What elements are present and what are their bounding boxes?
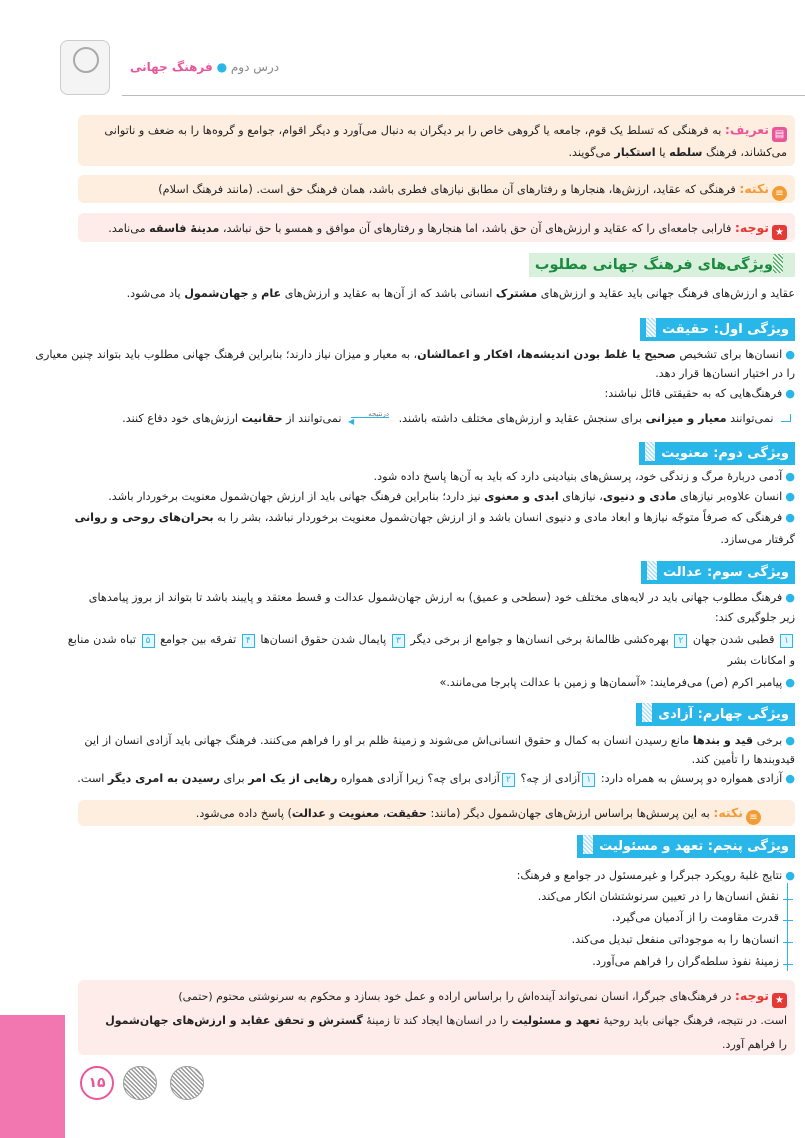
text-segment: فرهنگ‌هایی که به حقیقتی قائل نباشند: [604, 387, 783, 400]
warning-line [86, 984, 787, 1009]
heading-text: ویژگی سوم: عدالت [663, 565, 789, 580]
consequence-item: تباه شدن منابع [67, 633, 140, 646]
list-item [78, 588, 795, 608]
note-box [78, 175, 795, 203]
number-badge: ۱ [582, 773, 595, 787]
item-text [35, 348, 782, 361]
item-text [517, 869, 783, 882]
heading-text: ویژگی دوم: معنویت [661, 446, 789, 461]
bold-text: مادی و دنیوی [602, 490, 677, 503]
text-segment: انسان علاوه‌بر نیازهای [676, 490, 783, 503]
text-segment: عقاید و ارزش‌های فرهنگ جهانی باید عقاید و ارزش‌های [537, 287, 795, 300]
number-badge: ۲ [502, 773, 515, 787]
text-segment: فارابی جامعه‌ای را که عقاید و ارزش‌های آن حق باشد، اما هنجارها و رفتارهای آن موافق و همسو با حق نباشد، [219, 222, 732, 235]
lesson-label: درس دوم [230, 60, 280, 74]
arrow-label: درنتیجه [368, 410, 390, 418]
arrow-result [348, 410, 390, 426]
text-segment: ) پاسخ داده می‌شود. [195, 807, 292, 820]
bold-text: معیار و میزانی [645, 412, 727, 425]
item-text [84, 734, 782, 747]
text-segment: فرهنگی که صرفاً متوجّه نیازها و ابعاد مادی و دنیوی انسان باشد و از ارزش جهان‌شمول معنویت برخوردار نباشد، بشر را به [213, 511, 783, 524]
note-label: نکته: [739, 181, 769, 196]
warning-text [108, 222, 731, 235]
list-item-cont [78, 530, 795, 550]
hatch-decoration [642, 703, 652, 722]
number-badge: ۲ [674, 634, 687, 648]
chat-icon: ≡ [772, 186, 787, 201]
breadcrumb [130, 60, 279, 74]
text-segment: ، [379, 807, 387, 820]
list-item [35, 345, 795, 365]
list-item [78, 487, 795, 507]
hatch-decoration [583, 835, 593, 854]
text-segment: یا [655, 146, 670, 159]
definition-text [104, 124, 787, 159]
logo-circle [73, 47, 99, 73]
text-segment: برخی [753, 734, 783, 747]
bold-text: مدینهٔ فاسقه [149, 222, 220, 235]
text-segment: گرفتار می‌سازد. [720, 533, 795, 546]
bold-text: گسترش و تحقق عقاید و ارزش‌های جهان‌شمول [105, 1014, 363, 1027]
list-item-cont [78, 750, 795, 770]
page-number: ۱۵ [80, 1066, 114, 1100]
star-icon: ★ [772, 993, 787, 1008]
text-segment: و [248, 287, 262, 300]
text-segment: نتایج غلبهٔ رویکرد جبرگرا و غیرمسئول در جوامع و فرهنگ: [516, 869, 783, 882]
consequence-cause [399, 412, 774, 425]
bullet-icon: ● [785, 511, 795, 524]
bold-text: ابدی و معنوی [484, 490, 559, 503]
text-segment: یاد می‌شود. [126, 287, 185, 300]
list-item-cont [78, 651, 795, 671]
text-segment: فرهنگی که عقاید، ارزش‌ها، هنجارها و رفتارهای آن مطابق نیازهای فطری باشد، همان فرهنگ حق است. (مانند فرهنگ اسلام) [158, 183, 736, 196]
sub-item: انسان‌ها را به موجوداتی منفعل تبدیل می‌کند. [571, 933, 779, 946]
bullet-icon: ● [785, 734, 795, 747]
hatch-decoration [646, 318, 656, 337]
bold-text: استکبار [614, 146, 656, 159]
pink-side-bar [0, 1015, 65, 1138]
branch-line [787, 883, 788, 971]
note-text [196, 807, 710, 820]
warning-text [86, 1009, 787, 1033]
text-segment: برای [219, 772, 249, 785]
item-text: آزادی همواره دو پرسش به همراه دارد: [600, 772, 783, 785]
bold-text: معنویت [338, 807, 380, 820]
warning-label: توجه: [734, 988, 769, 1003]
text-segment: نمی‌توانند [726, 412, 774, 425]
text-segment: در فرهنگ‌های جبرگرا، انسان نمی‌تواند آینده‌اش را براساس اراده و عمل خود بسازد و محکوم به سرنوشتی محتوم (حتمی) [178, 990, 732, 1003]
note-text [158, 183, 736, 196]
item-text [439, 676, 782, 689]
list-item [78, 673, 795, 693]
consequence-item: قطبی شدن جهان [689, 633, 778, 646]
section-title-text: ویژگی‌های فرهنگ جهانی مطلوب [534, 257, 773, 273]
question-1: آزادی از چه؟ [520, 772, 581, 785]
logo [60, 40, 110, 95]
heading-text: ویژگی اول: حقیقت [662, 322, 789, 337]
number-badge: ۵ [142, 634, 155, 648]
text-segment: به این پرسش‌ها براساس ارزش‌های جهان‌شمول دیگر (مانند: [426, 807, 710, 820]
text-segment: می‌نامد. [108, 222, 150, 235]
number-badge: ۳ [392, 634, 405, 648]
section-title [529, 253, 795, 277]
hatched-circle-decoration [123, 1066, 157, 1100]
heading-truth [640, 318, 795, 341]
consequence-result [122, 412, 341, 425]
list-item [78, 769, 795, 789]
speech-bubble-icon: ▤ [772, 127, 787, 142]
text-segment: زیرا آزادی همواره [337, 772, 424, 785]
bold-text: صحیح یا غلط بودن اندیشه‌ها، افکار و اعمالشان [417, 348, 676, 361]
bold-text: قید و بندها [692, 734, 754, 747]
sub-item: قدرت مقاومت را از آدمیان می‌گیرد. [611, 911, 779, 924]
bullet-icon: ● [785, 387, 795, 400]
text-segment: است. [77, 772, 108, 785]
consequence-item: تفرقه بین جوامع [156, 633, 240, 646]
note-box [78, 800, 795, 826]
warning-text [178, 990, 731, 1003]
item-text [108, 490, 782, 503]
hatch-decoration [647, 561, 657, 580]
warning-box [78, 213, 795, 242]
branch-connector [781, 414, 791, 422]
heading-spirituality [639, 442, 795, 465]
bold-text: حقیقت [386, 807, 427, 820]
text-segment: قیدوبندها را تأمین کند. [691, 753, 795, 766]
hatch-decoration [645, 442, 655, 461]
list-item [78, 384, 795, 404]
chapter-label: فرهنگ جهانی [130, 60, 213, 74]
bullet-icon: ● [785, 772, 795, 785]
bullet-icon: ● [785, 490, 795, 503]
heading-freedom [636, 703, 795, 726]
text-segment: نمی‌توانند از [282, 412, 342, 425]
item-text [89, 591, 782, 604]
bold-text: عدالت [291, 807, 326, 820]
list-item-cont [78, 364, 795, 384]
text-segment: انسانی باشد که از آن‌ها به عقاید و ارزش‌های [281, 287, 496, 300]
bold-text: جهان‌شمول [184, 287, 249, 300]
text-segment: ارزش‌های خود دفاع کنند. [122, 412, 242, 425]
question-2: آزادی برای چه؟ [427, 772, 500, 785]
header-divider [122, 95, 805, 96]
text-segment: به فرهنگی که تسلط یک قوم، جامعه یا گروهی خاص را بر دیگران به دنبال می‌آورد و دیگر اقوام، جوامع و گروه‌ها را به ضعف و ناتوانی می‌کشاند، فرهنگ [104, 124, 787, 159]
arrow-left-icon: ◀ [348, 417, 355, 426]
list-item [78, 467, 795, 487]
text-segment: و [325, 807, 339, 820]
warning-label: توجه: [734, 220, 769, 235]
bullet-icon: ● [785, 869, 795, 882]
text-segment: می‌گویند. [568, 146, 615, 159]
note-label: نکته: [713, 805, 743, 820]
text-segment: و امکانات بشر [727, 654, 795, 667]
number-badge: ۱ [780, 634, 793, 648]
bullet-dot: ● [216, 60, 228, 74]
item-text [605, 387, 783, 400]
list-item [78, 731, 795, 751]
warning-text [86, 1033, 787, 1057]
heading-text: ویژگی پنجم: تعهد و مسئولیت [599, 839, 789, 854]
consequence-item: بهره‌کشی ظالمانهٔ برخی انسان‌ها و جوامع از برخی دیگر [406, 633, 673, 646]
sub-item: نقش انسان‌ها را در تعیین سرنوشتشان انکار می‌کند. [537, 890, 779, 903]
list-item [74, 508, 795, 528]
sub-item: زمینهٔ نفوذ سلطه‌گران را فراهم می‌آورد. [592, 955, 779, 968]
text-segment: زیر جلوگیری کند: [714, 611, 795, 624]
hatched-circle-decoration [170, 1066, 204, 1100]
bold-text: رسیدن به امری دیگر [107, 772, 220, 785]
consequences-list [67, 630, 795, 650]
bullet-icon: ● [785, 591, 795, 604]
text-segment: فرهنگ مطلوب جهانی باید در لایه‌های مختلف خود (سطحی و عمیق) به ارزش جهان‌شمول عدالت و قسط معتقد و پایبند باشد تا بتواند از بروز پیامدهای [88, 591, 783, 604]
consequence-item: پایمال شدن حقوق انسان‌ها [256, 633, 390, 646]
heading-justice [641, 561, 795, 584]
text-segment: ، به معیار و میزان نیاز دارند؛ بنابراین فرهنگ جهانی مطلوب باید بتواند چنین معیاری [35, 348, 418, 361]
item-text [77, 772, 424, 785]
text-segment: پیامبر اکرم (ص) می‌فرمایند: «آسمان‌ها و زمین با عدالت پابرجا می‌مانند.» [439, 676, 783, 689]
number-badge: ۴ [242, 634, 255, 648]
list-item-cont [78, 608, 795, 628]
bullet-icon: ● [785, 676, 795, 689]
intro-paragraph [78, 284, 795, 304]
text-segment: مانع رسیدن انسان به کمال و حقوق انسانی‌اش می‌شوند و زمینهٔ ظلم بر او را فراهم می‌کنند. فرهنگ جهانی باید آزادی انسان از این [84, 734, 693, 747]
bold-text: حقانیت [241, 412, 283, 425]
warning-box [78, 980, 795, 1055]
chat-icon: ≡ [746, 810, 761, 825]
bold-text: سلطه [669, 146, 703, 159]
text-segment: را در انسان‌ها ایجاد کند تا زمینهٔ [362, 1014, 512, 1027]
text-segment: آدمی دربارهٔ مرگ و زندگی خود، پرسش‌های بنیادینی دارد که باید به آن‌ها پاسخ داده شود. [373, 470, 783, 483]
text-segment: انسان‌ها برای تشخیص [675, 348, 783, 361]
item-text [374, 470, 783, 483]
text-segment: است. در نتیجه، فرهنگ جهانی باید روحیهٔ [599, 1014, 787, 1027]
bold-text: رهایی از یک امر [248, 772, 338, 785]
bold-text: مشترک [495, 287, 538, 300]
list-item [78, 866, 795, 886]
text-segment: نیز دارد؛ بنابراین فرهنگ جهانی باید از ارزش جهان‌شمول معنویت برخوردار باشد. [108, 490, 485, 503]
bold-text: تعهد و مسئولیت [511, 1014, 600, 1027]
hatch-decoration [773, 254, 783, 273]
bold-text: عام [261, 287, 282, 300]
text-segment: ، نیازهای [558, 490, 603, 503]
text-segment: را فراهم آورد. [722, 1038, 787, 1051]
consequence-line [78, 409, 791, 429]
definition-box [78, 115, 795, 166]
text-segment: را در اختیار انسان‌ها قرار دهد. [655, 367, 795, 380]
heading-responsibility [577, 835, 795, 858]
bold-text: بحران‌های روحی و روانی [74, 511, 214, 524]
heading-text: ویژگی چهارم: آزادی [658, 707, 789, 722]
star-icon: ★ [772, 225, 787, 240]
item-text [75, 511, 783, 524]
text-segment: برای سنجش عقاید و ارزش‌های مختلف داشته باشند. [398, 412, 646, 425]
bullet-icon: ● [785, 470, 795, 483]
definition-label: تعریف: [724, 122, 769, 137]
bullet-icon: ● [785, 348, 795, 361]
